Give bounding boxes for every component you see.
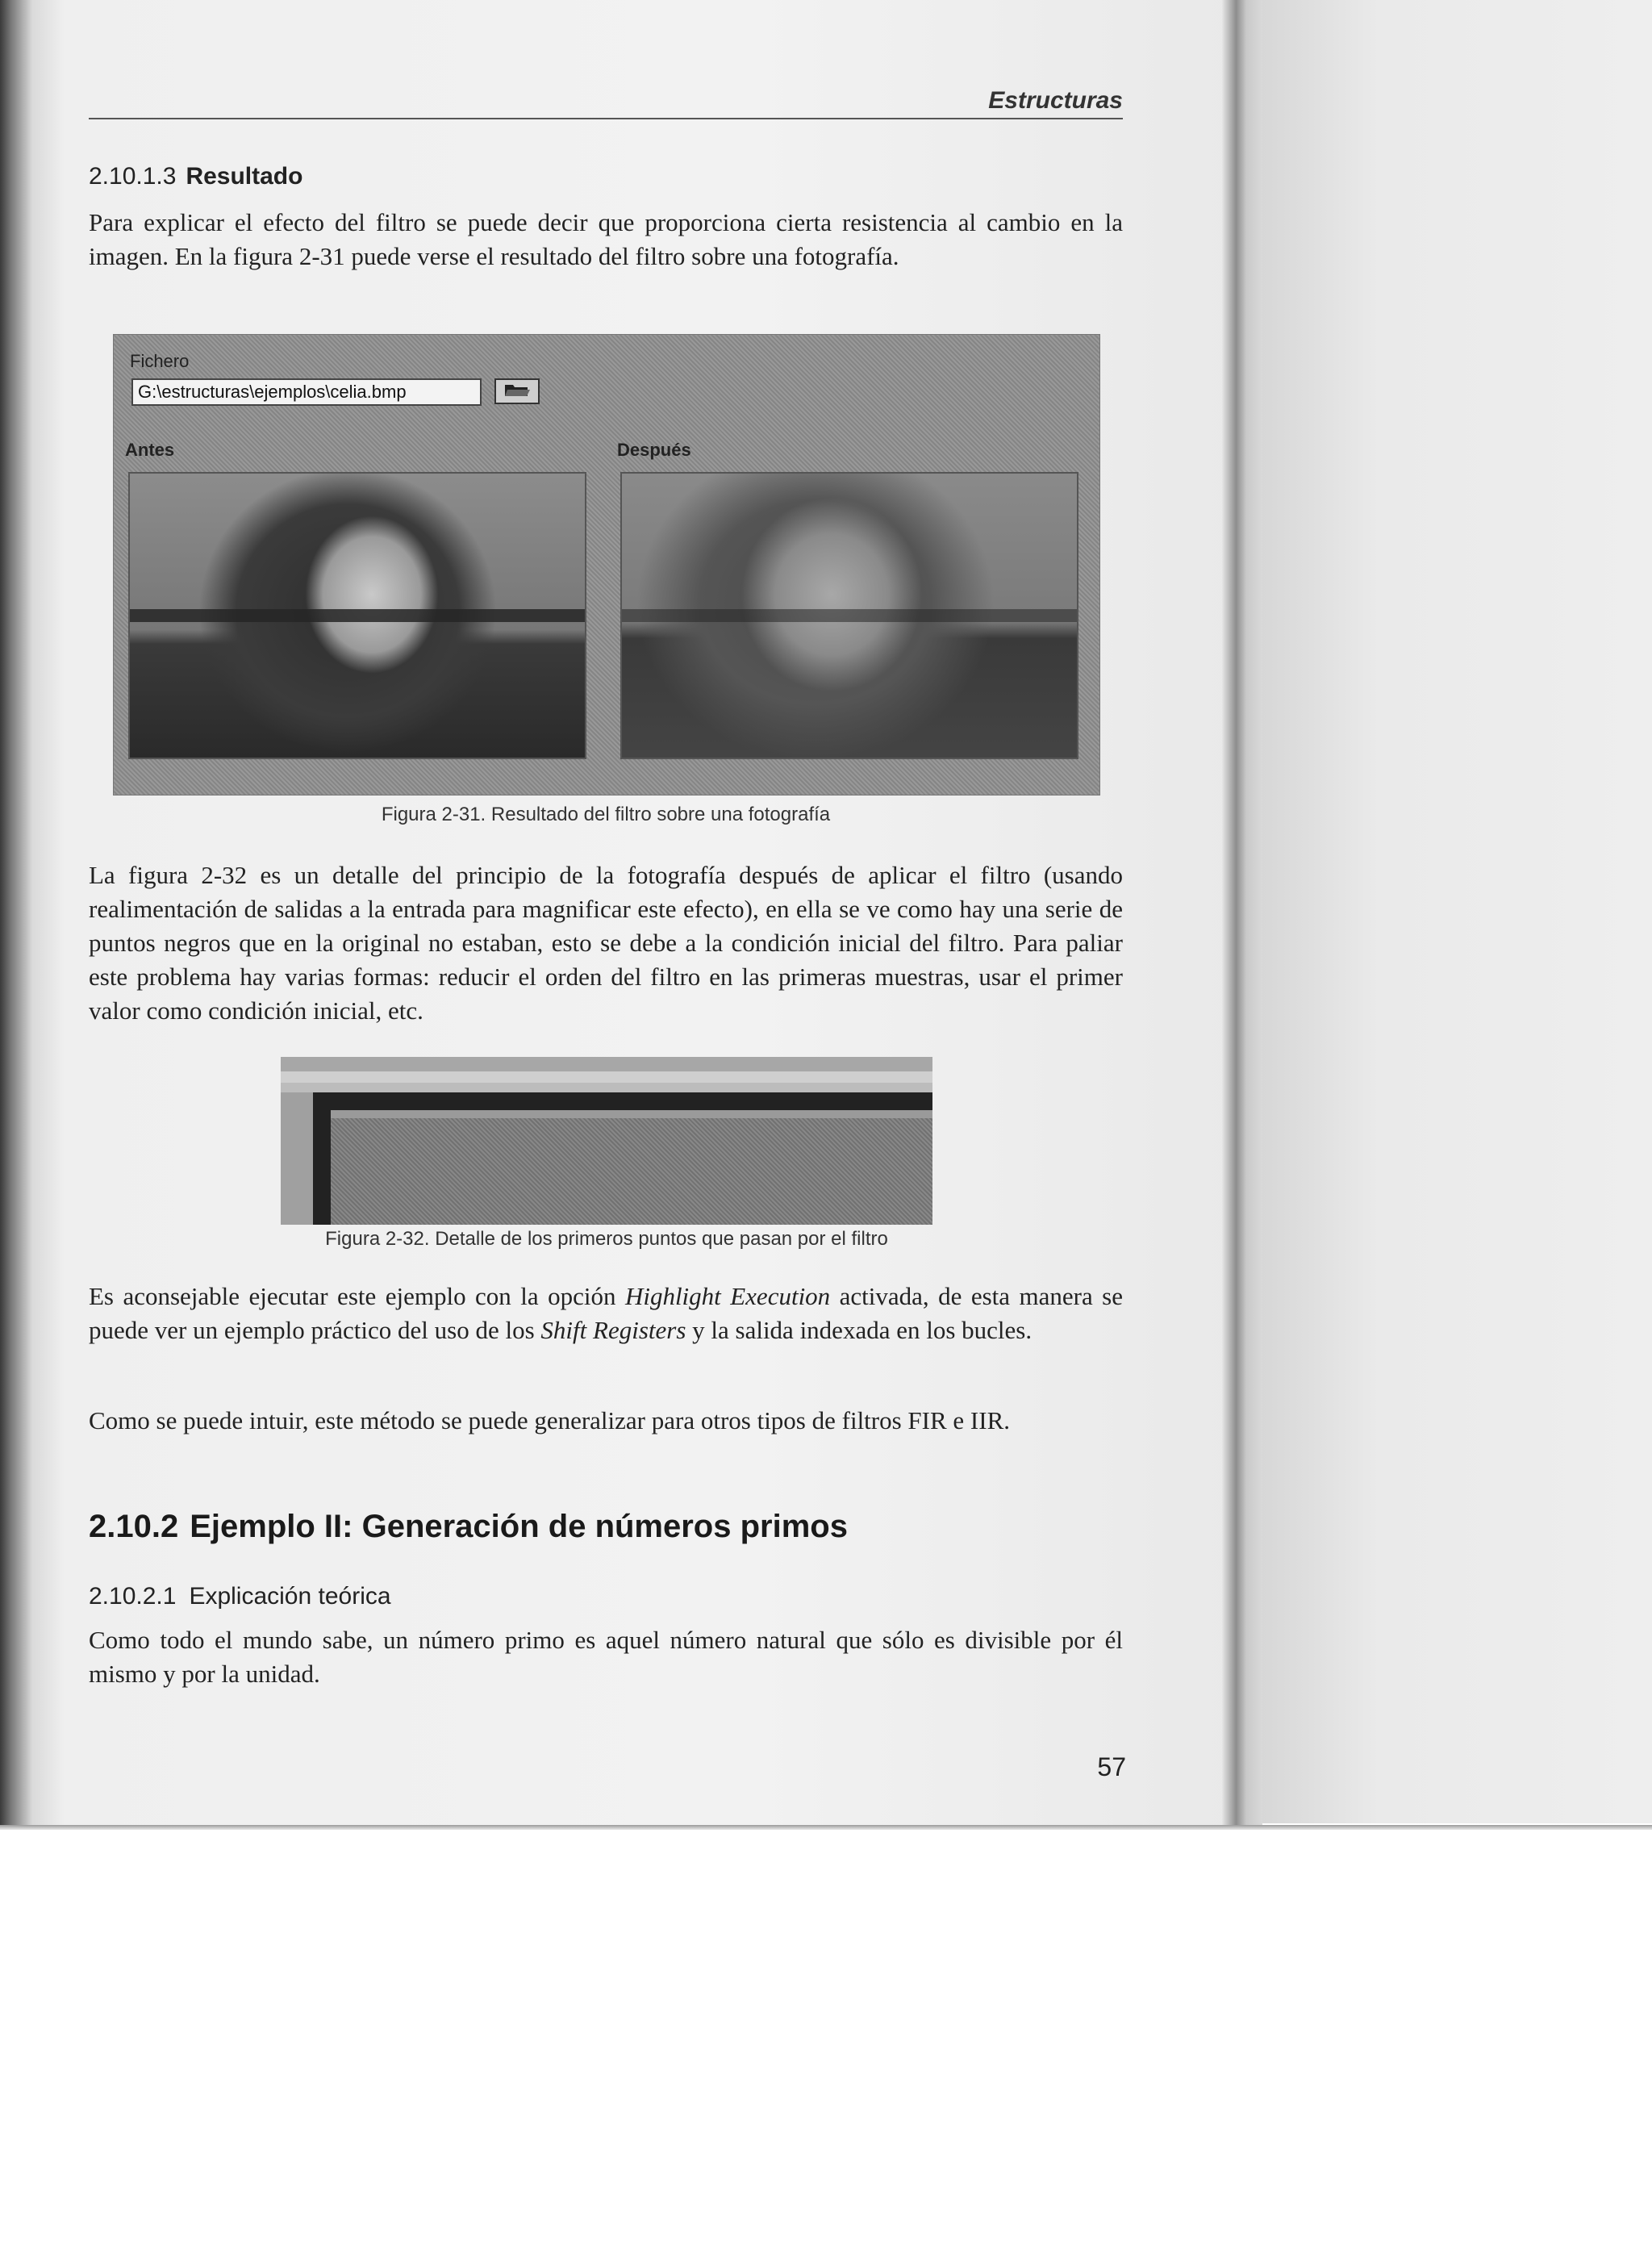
emphasis-highlight-execution: Highlight Execution [624, 1282, 831, 1310]
section-number: 2.10.2 [89, 1509, 179, 1544]
section-number: 2.10.2.1 [89, 1583, 177, 1610]
paragraph-text: activada, de esta manera se puede ver un ejemplo práctico del uso de los [89, 1282, 1124, 1344]
figure-2-32-detail [281, 1057, 932, 1225]
photo-after-filtered [620, 472, 1078, 759]
browse-button[interactable] [494, 378, 540, 404]
section-number: 2.10.1.3 [89, 163, 177, 190]
before-label: Antes [125, 440, 175, 460]
section-title: Resultado [186, 163, 303, 190]
book-gutter [1222, 0, 1262, 1830]
running-header: Estructuras [988, 87, 1123, 114]
page-number: 57 [1097, 1752, 1126, 1781]
section-heading-2-10-2-1 [89, 1583, 391, 1610]
emphasis-shift-registers: Shift Registers [540, 1316, 686, 1344]
paragraph-intro: Para explicar el efecto del filtro se puede decir que proporciona cierta resistencia al cambio en la imagen. En la figura 2-31 puede verse el resultado del filtro sobre una fotografía. [89, 208, 1123, 270]
file-path-input[interactable]: G:\estructuras\ejemplos\celia.bmp [131, 378, 482, 406]
section-heading-2-10-2 [89, 1509, 848, 1545]
paragraph-generalize: Como se puede intuir, este método se puede generalizar para otros tipos de filtros FIR e IIR. [89, 1406, 1011, 1434]
section-title: Explicación teórica [189, 1583, 391, 1610]
figure-2-32-caption: Figura 2-32. Detalle de los primeros puntos que pasan por el filtro [325, 1228, 888, 1250]
photo-before [128, 472, 586, 759]
section-title: Ejemplo II: Generación de números primos [190, 1509, 848, 1544]
header-rule [89, 118, 1123, 119]
paragraph-figure-2-32: La figura 2-32 es un detalle del principio de la fotografía después de aplicar el filtro (usando realimentación de salidas a la entrada para magnificar este efecto), en ella se ve como hay una serie de puntos negros que en la original no estaban, esto se debe a la condición inicial del filtro. Para paliar este problema hay varias formas: reducir el orden del filtro en las primeras muestras, usar el primer valor como condición inicial, etc. [89, 861, 1123, 1025]
paragraph-text: y la salida indexada en los bucles. [686, 1316, 1032, 1344]
paragraph-text: Es aconsejable ejecutar este ejemplo con la opción [89, 1282, 625, 1310]
folder-open-icon [503, 382, 531, 402]
figure-2-31-caption: Figura 2-31. Resultado del filtro sobre una fotografía [381, 804, 831, 825]
section-heading-2-10-1-3 [89, 163, 302, 190]
after-label: Después [617, 440, 691, 460]
scan-background [0, 1830, 1652, 2255]
facing-page-edge [1262, 0, 1652, 1823]
paragraph-highlight-execution [89, 1280, 1123, 1347]
paragraph-prime-definition: Como todo el mundo sabe, un número primo es aquel número natural que sólo es divisible por él mismo y por la unidad. [89, 1626, 1123, 1688]
file-label: Fichero [130, 351, 190, 371]
figure-2-31-panel [113, 334, 1100, 796]
